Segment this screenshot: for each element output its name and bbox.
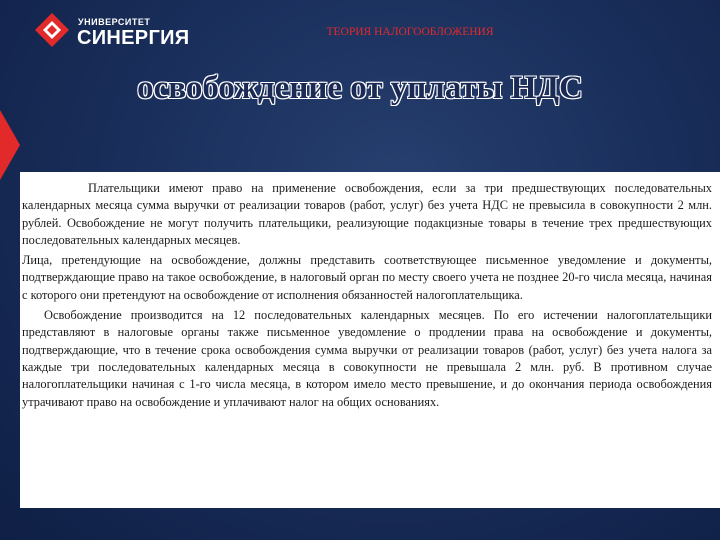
- paragraph-notification-requirements: Лица, претендующие на освобождение, должны представить соответствующее письменное уведомление и документы, подтверждающие право на такое освобождение, в налоговый орган по месту своего учета не позднее 20-го числа месяца, начиная с которого они претендуют на освобождение от исполнения обязанностей налогоплательщика.: [22, 253, 712, 302]
- logo-synergy-text: СИНЕРГИЯ: [77, 27, 190, 49]
- body-text: [22, 180, 712, 414]
- slide-title: освобождение от уплаты НДС: [137, 70, 583, 106]
- content-panel: [20, 172, 720, 508]
- course-subtitle: ТЕОРИЯ НАЛОГООБЛОЖЕНИЯ: [326, 26, 494, 38]
- paragraph-exemption-conditions: Плательщики имеют право на применение освобождения, если за три предшествующих последовательных календарных месяца сумма выручки от реализации товаров (работ, услуг) без учета НДС не превысила в совокупности 2 млн. рублей. Освобождение не могут получить плательщики, реализующие подакцизные товары в течение трех предшествующих последовательных календарных месяцев.: [22, 181, 712, 247]
- left-red-arrow-decoration: [0, 110, 20, 180]
- synergy-logo-icon: [34, 12, 70, 48]
- logo-university-text: УНИВЕРСИТЕТ: [78, 17, 151, 27]
- university-logo: [34, 12, 190, 56]
- paragraph-exemption-period: Освобождение производится на 12 последовательных календарных месяцев. По его истечении налогоплательщики представляют в налоговые органы также письменное уведомление о продлении права на освобождение и документы, подтверждающие, что в течение срока освобождения сумма выручки от реализации товаров (работ, услуг) без учета налога за каждые три последовательных календарных месяца в совокупности не превышала 2 млн. руб. В противном случае налогоплательщики начиная с 1-го числа месяца, в котором имело место превышение, и до окончания периода освобождения утрачивают право на освобождение и уплачивают налог на общих основаниях.: [22, 308, 712, 409]
